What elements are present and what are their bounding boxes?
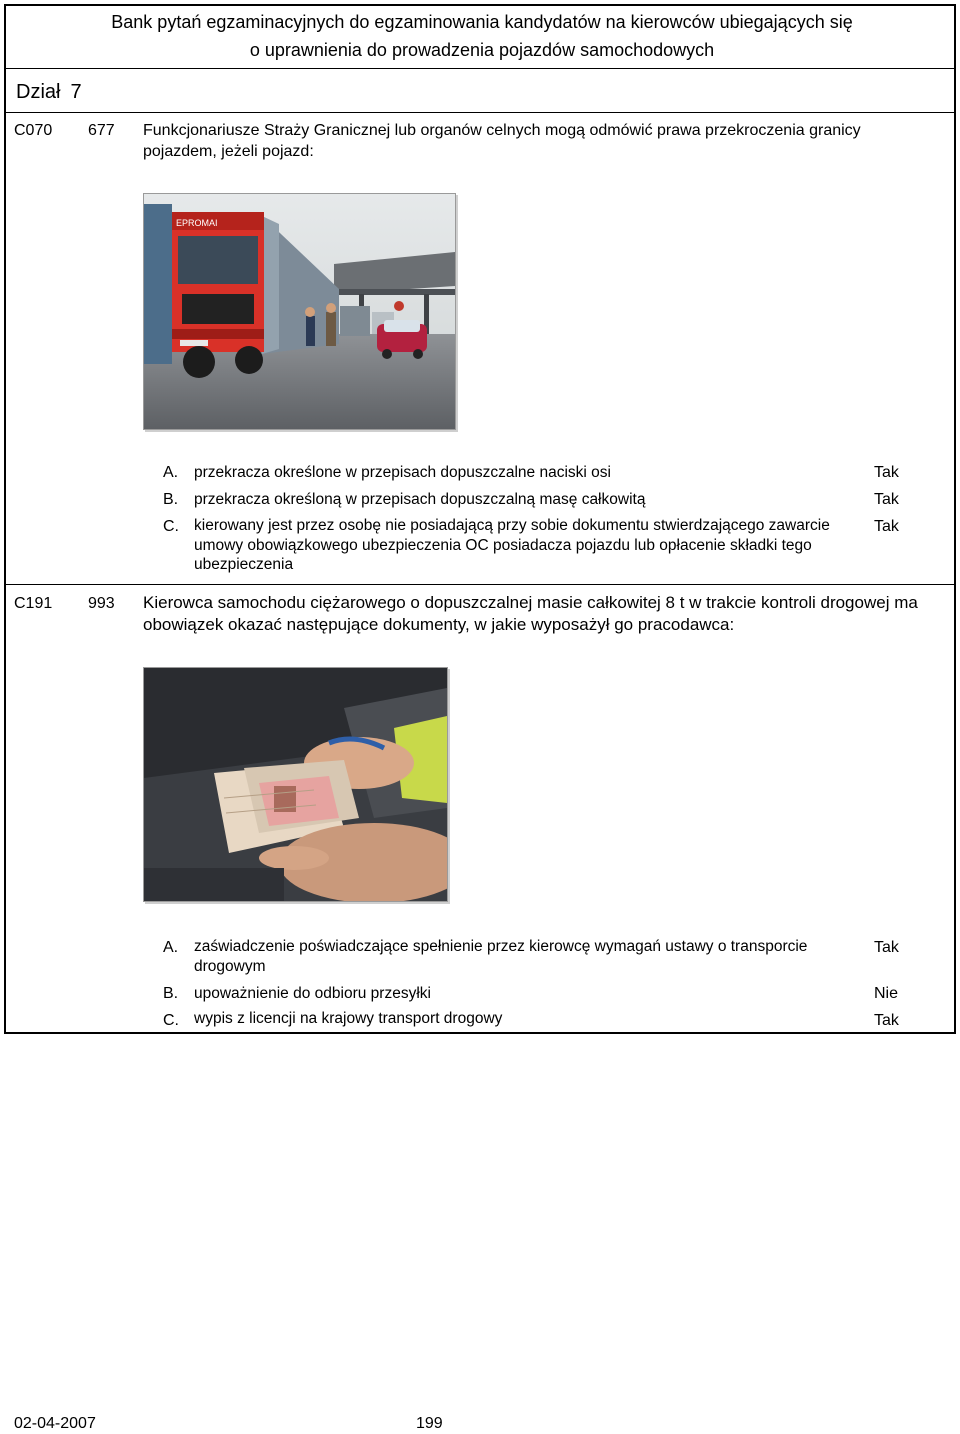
answer-letter: A. xyxy=(163,464,179,481)
answer-text: upoważnienie do odbioru przesyłki xyxy=(194,985,431,1002)
question-number: 677 xyxy=(88,122,115,139)
footer-date: 02-04-2007 xyxy=(14,1415,96,1432)
documents-illustration xyxy=(144,668,447,901)
answer-letter: A. xyxy=(163,939,179,956)
answer-letter: B. xyxy=(163,985,179,1002)
header-title-line1: Bank pytań egzaminacyjnych do egzaminowania kandydatów na kierowców ubiegających się xyxy=(111,12,853,32)
documents-photo xyxy=(143,667,448,902)
answer-letter: C. xyxy=(163,1012,179,1029)
answer-text: zaświadczenie poświadczające spełnienie przez kierowcę wymagań ustawy o transporcie drogowym xyxy=(194,938,808,975)
page-number: 199 xyxy=(416,1415,443,1432)
answer-value: Tak xyxy=(874,518,899,535)
border-truck-photo xyxy=(143,193,456,430)
answer-letter: B. xyxy=(163,491,179,508)
question-code: C191 xyxy=(14,595,53,612)
page-header xyxy=(6,8,958,64)
answer-text: kierowany jest przez osobę nie posiadającą przy sobie dokumentu stwierdzającego zawarcie umowy obowiązkowego ubezpieczenia OC posiadacza pojazdu lub opłacenie składki tego ubezpieczenia xyxy=(194,517,830,573)
answer-text: wypis z licencji na krajowy transport drogowy xyxy=(194,1010,503,1027)
question-bank-frame xyxy=(4,4,956,1034)
answer-value: Tak xyxy=(874,491,899,508)
truck-illustration xyxy=(144,194,455,429)
header-title-line2: o uprawnienia do prowadzenia pojazdów samochodowych xyxy=(249,40,715,60)
header-divider xyxy=(6,68,954,69)
question-text: Kierowca samochodu ciężarowego o dopuszczalnej masie całkowitej 8 t w trakcie kontroli drogowej ma obowiązek okazać następujące dokumenty, w jakie wyposażył go pracodawca: xyxy=(143,593,918,634)
answer-value: Tak xyxy=(874,1012,899,1029)
truck-sign-text: EPROMAI xyxy=(176,218,218,228)
answer-value: Tak xyxy=(874,464,899,481)
answer-value: Tak xyxy=(874,939,899,956)
section-label-text: Dział xyxy=(16,81,61,103)
answer-text: przekracza określoną w przepisach dopuszczalną masę całkowitą xyxy=(194,491,646,508)
section-label xyxy=(16,78,82,106)
section-divider xyxy=(6,112,954,113)
question-code: C070 xyxy=(14,122,53,139)
answer-letter: C. xyxy=(163,518,179,535)
question-text: Funkcjonariusze Straży Granicznej lub organów celnych mogą odmówić prawa przekroczenia granicy pojazdem, jeżeli pojazd: xyxy=(143,122,861,160)
answer-value: Nie xyxy=(874,985,899,1002)
section-number: 7 xyxy=(70,81,82,103)
answer-text: przekracza określone w przepisach dopuszczalne naciski osi xyxy=(194,464,611,481)
question-number: 993 xyxy=(88,595,115,612)
question-divider xyxy=(6,584,954,585)
